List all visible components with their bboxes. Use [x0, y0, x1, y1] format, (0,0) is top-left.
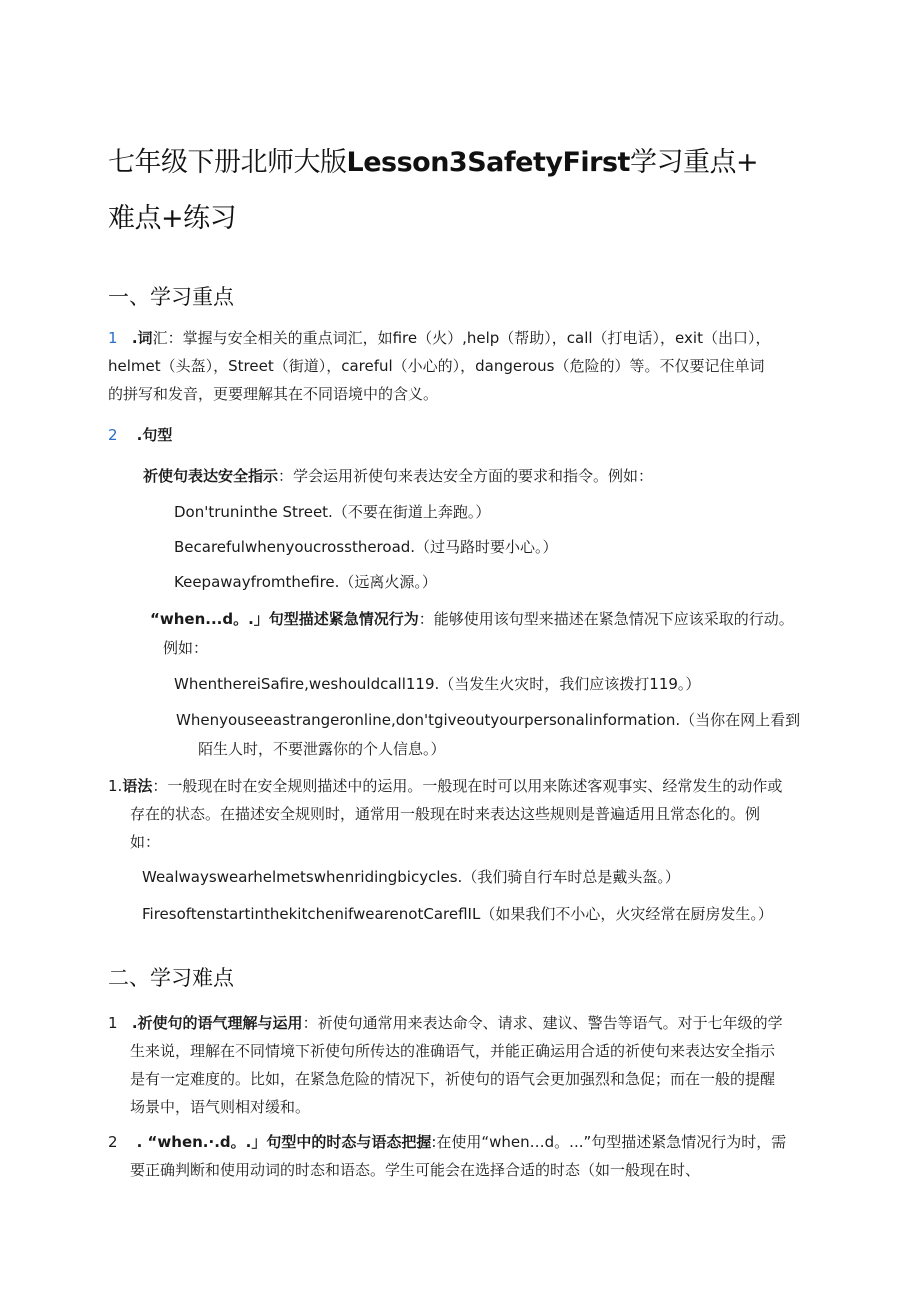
- example-sentence: WhenthereiSafire,weshouldcall119.（当发生火灾时，我们应该拨打119。）: [174, 675, 701, 693]
- difficulty2-line1: [108, 1128, 786, 1156]
- example-sentence-continued: 陌生人时，不要泄露你的个人信息。）: [198, 740, 446, 758]
- title-part: 七年级下册北师大版: [108, 147, 347, 178]
- grammar-paragraph-line3: 如：: [130, 833, 161, 851]
- item-text: ：一般现在时在安全规则描述中的运用。一般现在时可以用来陈述客观事实、经常发生的动作或: [152, 777, 783, 795]
- list-number: 1: [108, 1014, 118, 1032]
- difficulty1-line4: 场景中，语气则相对缓和。: [130, 1098, 311, 1116]
- list-number: 1.: [108, 777, 123, 795]
- grammar-paragraph-line2: 存在的状态。在描述安全规则时，通常用一般现在时来表达这些规则是普遍适用且常态化的。例: [130, 805, 761, 823]
- section-heading-key-points: 一、学习重点: [108, 285, 234, 309]
- subitem-label: 祈使句表达安全指示: [143, 467, 279, 485]
- title-part: 学习重点+: [629, 147, 759, 178]
- item-label: 语法: [122, 777, 153, 795]
- item-label-tail: 汇: [152, 329, 168, 347]
- item-text: ：祈使句通常用来表达命令、请求、建议、警告等语气。对于七年级的学: [302, 1014, 783, 1032]
- document-title-line1: [108, 144, 758, 182]
- title-bold-part: Lesson3SafetyFirst: [346, 147, 630, 178]
- item-label: .祈使句的语气理解与运用: [131, 1014, 303, 1032]
- sentence-pattern-heading: [108, 421, 172, 449]
- subitem-label: “when...d。.」句型描述紧急情况行为: [150, 610, 419, 628]
- item-label: . “when.·.d。.」句型中的时态与语态把握: [136, 1133, 432, 1151]
- list-number: 1: [108, 329, 118, 347]
- vocab-paragraph-line2: helmet（头盔），Street（街道），careful（小心的），dangerous（危险的）等。不仅要记住单词: [108, 357, 765, 375]
- item-label: .词: [131, 329, 153, 347]
- vocab-paragraph-line3: 的拼写和发音，更要理解其在不同语境中的含义。: [108, 385, 439, 403]
- grammar-paragraph-line1: [108, 772, 782, 800]
- example-sentence: Whenyouseeastrangeronline,don'tgiveoutyourpersonalinformation.（当你在网上看到: [176, 711, 801, 729]
- difficulty2-line2: 要正确判断和使用动词的时态和语态。学生可能会在选择合适的时态（如一般现在时、: [130, 1161, 701, 1179]
- subitem-text: ：学会运用祈使句来表达安全方面的要求和指令。例如：: [278, 467, 654, 485]
- item-label: .句型: [136, 426, 173, 444]
- example-sentence: Don'truninthe Street.（不要在街道上奔跑。）: [174, 503, 491, 521]
- item-text: ：掌握与安全相关的重点词汇，如fire（火）,help（帮助），call（打电话），exit（出口），: [167, 329, 771, 347]
- example-sentence: FiresoftenstartinthekitchenifwearenotCareflIL（如果我们不小心，火灾经常在厨房发生。）: [142, 905, 773, 923]
- example-sentence: Keepawayfromthefire.（远离火源。）: [174, 573, 437, 591]
- example-sentence: Becarefulwhenyoucrosstheroad.（过马路时要小心。）: [174, 538, 558, 556]
- difficulty1-line1: [108, 1009, 783, 1037]
- imperative-subitem: [143, 462, 653, 490]
- section-heading-difficulties: 二、学习难点: [108, 966, 234, 990]
- example-sentence: Wealwayswearhelmetswhenridingbicycles.（我们骑自行车时总是戴头盔。）: [142, 868, 680, 886]
- list-number: 2: [108, 1133, 118, 1151]
- subitem-text-continued: 例如：: [163, 639, 209, 657]
- difficulty1-line2: 生来说，理解在不同情境下祈使句所传达的准确语气，并能正确运用合适的祈使句来表达安全指示: [130, 1042, 776, 1060]
- document-title-line2: 难点+练习: [108, 203, 237, 234]
- item-text: :在使用“when…d。...”句型描述紧急情况行为时，需: [431, 1133, 787, 1151]
- vocab-paragraph-line1: [108, 324, 770, 352]
- subitem-text: ：能够使用该句型来描述在紧急情况下应该采取的行动。: [418, 610, 794, 628]
- difficulty1-line3: 是有一定难度的。比如，在紧急危险的情况下，祈使句的语气会更加强烈和急促；而在一般的提醒: [130, 1070, 776, 1088]
- when-pattern-subitem: [150, 605, 794, 633]
- list-number: 2: [108, 426, 118, 444]
